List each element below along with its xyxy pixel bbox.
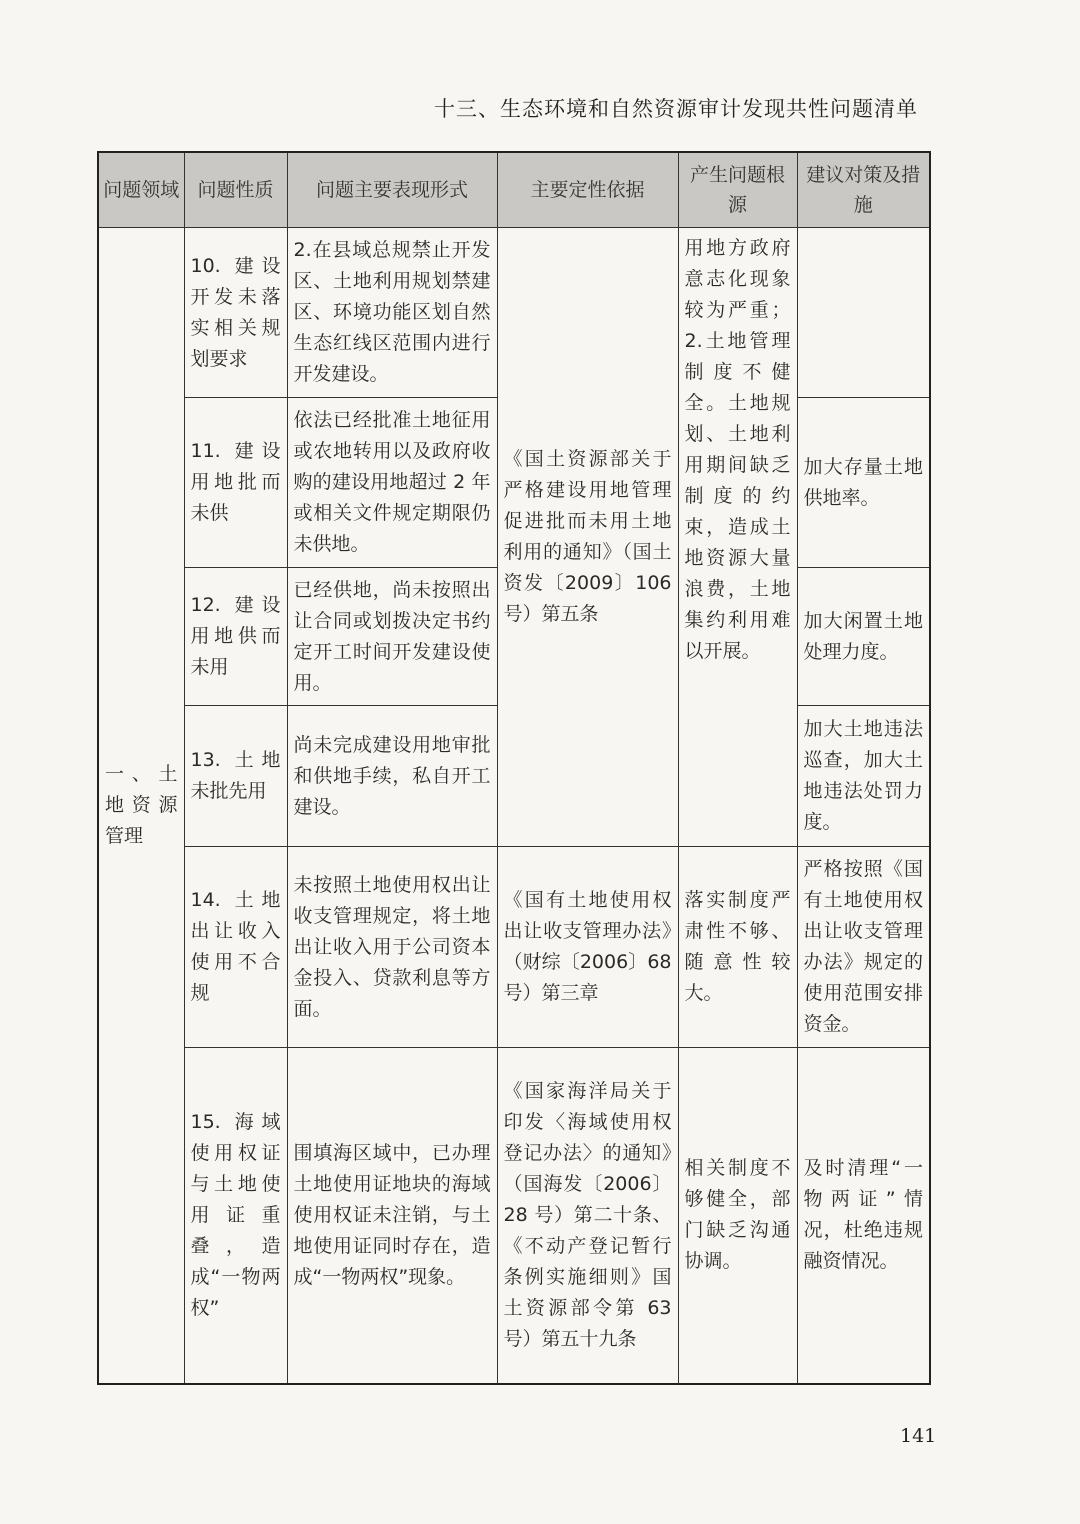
col-header-measure: 建议对策及措施 xyxy=(797,152,930,228)
form-cell: 尚未完成建设用地审批和供地手续，私自开工建设。 xyxy=(287,706,497,847)
col-header-domain: 问题领域 xyxy=(98,152,184,228)
form-cell: 2.在县域总规禁止开发区、土地利用规划禁建区、环境功能区划自然生态红线区范围内进行开发建设。 xyxy=(287,228,497,398)
table-row xyxy=(98,228,930,398)
measure-cell: 及时清理“一物两证”情况，杜绝违规融资情况。 xyxy=(797,1048,930,1384)
table-header-row xyxy=(98,152,930,228)
domain-cell: 一、土地资源管理 xyxy=(98,228,184,1384)
measure-cell: 加大土地违法巡查，加大土地违法处罚力度。 xyxy=(797,706,930,847)
col-header-nature: 问题性质 xyxy=(184,152,287,228)
form-cell: 未按照土地使用权出让收支管理规定，将土地出让收入用于公司资本金投入、贷款利息等方面。 xyxy=(287,847,497,1048)
audit-issues-table xyxy=(97,151,931,1385)
form-cell: 依法已经批准土地征用或农地转用以及政府收购的建设用地超过 2 年或相关文件规定期限仍未供地。 xyxy=(287,398,497,568)
col-header-form: 问题主要表现形式 xyxy=(287,152,497,228)
basis-cell-merged: 《国土资源部关于严格建设用地管理促进批而未用土地利用的通知》（国土资发〔2009〕106 号）第五条 xyxy=(497,228,678,847)
col-header-root: 产生问题根源 xyxy=(678,152,797,228)
root-cell: 落实制度严肃性不够、随意性较大。 xyxy=(678,847,797,1048)
table-row xyxy=(98,1048,930,1384)
page-number: 141 xyxy=(900,1425,937,1447)
basis-cell: 《国有土地使用权出让收支管理办法》（财综〔2006〕68 号）第三章 xyxy=(497,847,678,1048)
nature-cell: 10. 建设开发未落实相关规划要求 xyxy=(184,228,287,398)
col-header-basis: 主要定性依据 xyxy=(497,152,678,228)
measure-cell-empty xyxy=(797,228,930,398)
nature-cell: 14. 土地出让收入使用不合规 xyxy=(184,847,287,1048)
nature-cell: 11. 建设用地批而未供 xyxy=(184,398,287,568)
measure-cell: 加大闲置土地处理力度。 xyxy=(797,568,930,706)
table-row xyxy=(98,847,930,1048)
nature-cell: 15. 海域使用权证与土地使用证重叠，造成“一物两权” xyxy=(184,1048,287,1384)
form-cell: 已经供地，尚未按照出让合同或划拨决定书约定开工时间开发建设使用。 xyxy=(287,568,497,706)
nature-cell: 13. 土地未批先用 xyxy=(184,706,287,847)
basis-cell: 《国家海洋局关于印发〈海域使用权登记办法〉的通知》（国海发〔2006〕28 号）第二十条、《不动产登记暂行条例实施细则》国土资源部令第 63 号）第五十九条 xyxy=(497,1048,678,1384)
nature-cell: 12. 建设用地供而未用 xyxy=(184,568,287,706)
form-cell: 围填海区域中，已办理土地使用证地块的海域使用权证未注销，与土地使用证同时存在，造成“一物两权”现象。 xyxy=(287,1048,497,1384)
root-cell: 相关制度不够健全，部门缺乏沟通协调。 xyxy=(678,1048,797,1384)
measure-cell: 严格按照《国有土地使用权出让收支管理办法》规定的使用范围安排资金。 xyxy=(797,847,930,1048)
measure-cell: 加大存量土地供地率。 xyxy=(797,398,930,568)
root-cell-merged: 用地方政府意志化现象较为严重；2.土地管理制度不健全。土地规划、土地利用期间缺乏制度的约束，造成土地资源大量浪费，土地集约利用难以开展。 xyxy=(678,228,797,847)
page-title: 十三、生态环境和自然资源审计发现共性问题清单 xyxy=(434,97,918,121)
